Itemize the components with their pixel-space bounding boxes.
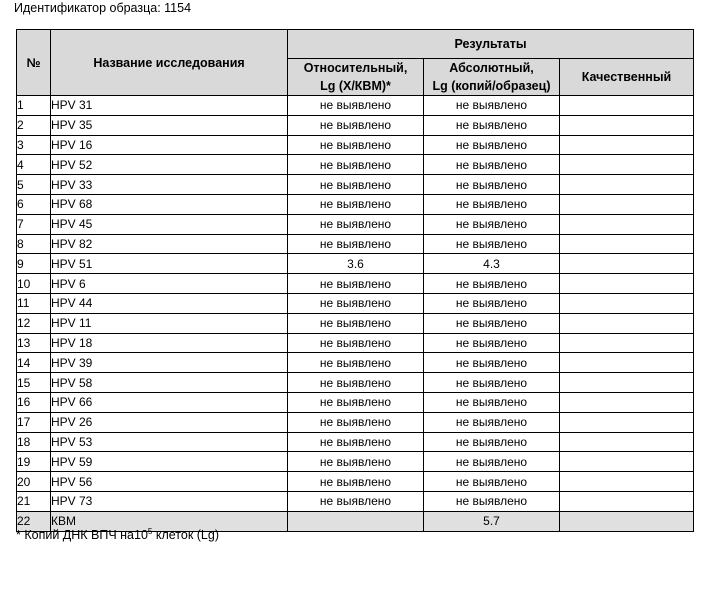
- row-name: HPV 73: [51, 491, 288, 511]
- row-qualitative: [560, 214, 694, 234]
- row-qualitative: [560, 373, 694, 393]
- header-relative: [288, 59, 424, 96]
- row-qualitative: [560, 96, 694, 116]
- header-results: Результаты: [288, 30, 694, 59]
- row-num: 10: [17, 274, 51, 294]
- row-num: 3: [17, 135, 51, 155]
- row-absolute: не выявлено: [424, 293, 560, 313]
- row-name: HPV 18: [51, 333, 288, 353]
- table-row: [17, 432, 694, 452]
- row-name: HPV 66: [51, 392, 288, 412]
- table-row: [17, 234, 694, 254]
- row-relative: не выявлено: [288, 452, 424, 472]
- row-relative: [288, 511, 424, 531]
- row-name: HPV 26: [51, 412, 288, 432]
- row-relative: не выявлено: [288, 373, 424, 393]
- row-name: HPV 35: [51, 115, 288, 135]
- row-name: КВМ: [51, 511, 288, 531]
- table-row: [17, 392, 694, 412]
- row-name: HPV 52: [51, 155, 288, 175]
- table-row: [17, 472, 694, 492]
- row-absolute: не выявлено: [424, 373, 560, 393]
- row-relative: не выявлено: [288, 491, 424, 511]
- row-qualitative: [560, 412, 694, 432]
- table-row: [17, 491, 694, 511]
- row-absolute: не выявлено: [424, 353, 560, 373]
- row-qualitative: [560, 432, 694, 452]
- header-num: №: [17, 30, 51, 96]
- row-num: 19: [17, 452, 51, 472]
- row-absolute: не выявлено: [424, 491, 560, 511]
- row-absolute: не выявлено: [424, 412, 560, 432]
- table-row: [17, 254, 694, 274]
- row-relative: 3.6: [288, 254, 424, 274]
- row-qualitative: [560, 511, 694, 531]
- row-relative: не выявлено: [288, 293, 424, 313]
- row-num: 8: [17, 234, 51, 254]
- row-relative: не выявлено: [288, 234, 424, 254]
- row-qualitative: [560, 155, 694, 175]
- row-num: 1: [17, 96, 51, 116]
- row-num: 18: [17, 432, 51, 452]
- row-name: HPV 31: [51, 96, 288, 116]
- row-absolute: не выявлено: [424, 155, 560, 175]
- footnote: [16, 528, 219, 542]
- row-qualitative: [560, 135, 694, 155]
- row-relative: не выявлено: [288, 432, 424, 452]
- table-row: [17, 313, 694, 333]
- row-relative: не выявлено: [288, 274, 424, 294]
- row-relative: не выявлено: [288, 194, 424, 214]
- header-absolute-line1: Абсолютный,: [449, 61, 534, 75]
- row-name: HPV 51: [51, 254, 288, 274]
- row-name: HPV 56: [51, 472, 288, 492]
- row-absolute: не выявлено: [424, 135, 560, 155]
- row-absolute: не выявлено: [424, 96, 560, 116]
- row-relative: не выявлено: [288, 412, 424, 432]
- row-absolute: не выявлено: [424, 274, 560, 294]
- table-row: [17, 115, 694, 135]
- row-name: HPV 39: [51, 353, 288, 373]
- table-row: [17, 155, 694, 175]
- row-num: 9: [17, 254, 51, 274]
- header-qualitative: Качественный: [560, 59, 694, 96]
- row-num: 14: [17, 353, 51, 373]
- row-qualitative: [560, 274, 694, 294]
- row-name: HPV 16: [51, 135, 288, 155]
- row-name: HPV 68: [51, 194, 288, 214]
- row-num: 21: [17, 491, 51, 511]
- row-name: HPV 45: [51, 214, 288, 234]
- header-absolute: [424, 59, 560, 96]
- header-absolute-line2: Lg (копий/образец): [432, 79, 551, 93]
- row-qualitative: [560, 392, 694, 412]
- row-absolute: не выявлено: [424, 115, 560, 135]
- row-qualitative: [560, 333, 694, 353]
- row-absolute: не выявлено: [424, 234, 560, 254]
- row-name: HPV 53: [51, 432, 288, 452]
- header-relative-line1: Относительный,: [303, 61, 408, 75]
- row-qualitative: [560, 452, 694, 472]
- row-relative: не выявлено: [288, 135, 424, 155]
- row-name: HPV 6: [51, 274, 288, 294]
- table-row: [17, 353, 694, 373]
- table-row: [17, 214, 694, 234]
- row-qualitative: [560, 353, 694, 373]
- row-num: 6: [17, 194, 51, 214]
- table-row: [17, 96, 694, 116]
- sample-id: Идентификатор образца: 1154: [14, 1, 192, 15]
- row-relative: не выявлено: [288, 214, 424, 234]
- row-num: 13: [17, 333, 51, 353]
- row-num: 22: [17, 511, 51, 531]
- row-qualitative: [560, 194, 694, 214]
- table-row: [17, 194, 694, 214]
- row-relative: не выявлено: [288, 313, 424, 333]
- row-num: 5: [17, 175, 51, 195]
- row-name: HPV 33: [51, 175, 288, 195]
- row-absolute: не выявлено: [424, 472, 560, 492]
- row-qualitative: [560, 491, 694, 511]
- row-relative: не выявлено: [288, 96, 424, 116]
- table-row: [17, 373, 694, 393]
- table-row: [17, 135, 694, 155]
- row-absolute: 5.7: [424, 511, 560, 531]
- row-name: HPV 58: [51, 373, 288, 393]
- row-relative: не выявлено: [288, 333, 424, 353]
- row-num: 7: [17, 214, 51, 234]
- footnote-prefix: * Копий ДНК ВПЧ на10: [16, 528, 148, 542]
- row-num: 17: [17, 412, 51, 432]
- table-row: [17, 412, 694, 432]
- row-qualitative: [560, 313, 694, 333]
- row-absolute: не выявлено: [424, 432, 560, 452]
- row-absolute: 4.3: [424, 254, 560, 274]
- row-qualitative: [560, 472, 694, 492]
- row-name: HPV 11: [51, 313, 288, 333]
- table-row: [17, 293, 694, 313]
- row-num: 16: [17, 392, 51, 412]
- row-qualitative: [560, 115, 694, 135]
- table-row: [17, 452, 694, 472]
- row-name: HPV 59: [51, 452, 288, 472]
- footnote-suffix: клеток (Lg): [152, 528, 219, 542]
- row-num: 4: [17, 155, 51, 175]
- row-num: 2: [17, 115, 51, 135]
- row-absolute: не выявлено: [424, 333, 560, 353]
- footnote-exponent: 5: [147, 527, 153, 536]
- table-header: [17, 30, 694, 96]
- row-num: 12: [17, 313, 51, 333]
- row-relative: не выявлено: [288, 155, 424, 175]
- row-absolute: не выявлено: [424, 214, 560, 234]
- row-relative: не выявлено: [288, 472, 424, 492]
- row-absolute: не выявлено: [424, 194, 560, 214]
- row-name: HPV 44: [51, 293, 288, 313]
- row-absolute: не выявлено: [424, 313, 560, 333]
- header-name: Название исследования: [51, 30, 288, 96]
- row-relative: не выявлено: [288, 392, 424, 412]
- row-relative: не выявлено: [288, 353, 424, 373]
- row-absolute: не выявлено: [424, 175, 560, 195]
- table-row: [17, 274, 694, 294]
- row-qualitative: [560, 254, 694, 274]
- row-absolute: не выявлено: [424, 392, 560, 412]
- row-name: HPV 82: [51, 234, 288, 254]
- table-row: [17, 175, 694, 195]
- row-absolute: не выявлено: [424, 452, 560, 472]
- row-qualitative: [560, 293, 694, 313]
- row-relative: не выявлено: [288, 115, 424, 135]
- row-num: 11: [17, 293, 51, 313]
- table-row: [17, 333, 694, 353]
- row-relative: не выявлено: [288, 175, 424, 195]
- row-num: 20: [17, 472, 51, 492]
- row-qualitative: [560, 175, 694, 195]
- results-table: [16, 29, 694, 532]
- header-relative-line2: Lg (X/КВМ)*: [320, 79, 391, 93]
- row-qualitative: [560, 234, 694, 254]
- table-body: [17, 96, 694, 532]
- row-num: 15: [17, 373, 51, 393]
